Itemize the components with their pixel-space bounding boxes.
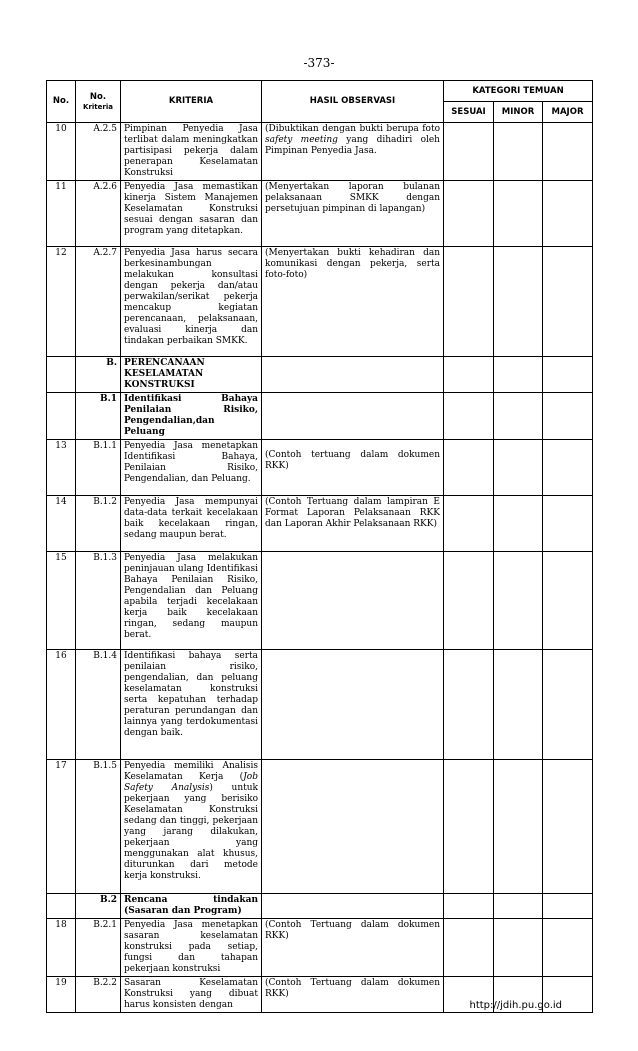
criteria-text: Identifikasi Bahaya Penilaian Risiko, Pengendalian,dan Peluang	[121, 393, 262, 440]
table-row	[47, 440, 593, 496]
header-major: MAJOR	[543, 102, 593, 123]
row-number: 12	[47, 247, 76, 357]
criteria-code: B.1	[76, 393, 121, 440]
minor-cell[interactable]	[494, 123, 543, 181]
major-cell[interactable]	[543, 650, 593, 760]
criteria-code: B.1.3	[76, 552, 121, 650]
sesuai-cell[interactable]	[444, 393, 494, 440]
major-cell[interactable]	[543, 894, 593, 919]
minor-cell[interactable]	[494, 181, 543, 247]
criteria-code: B.2.2	[76, 977, 121, 1013]
header-no-kriteria-sub: Kriteria	[83, 103, 113, 111]
row-number	[47, 357, 76, 393]
table-row	[47, 552, 593, 650]
criteria-code: B.1.5	[76, 760, 121, 894]
criteria-code: B.1.2	[76, 496, 121, 552]
minor-cell[interactable]	[494, 894, 543, 919]
sesuai-cell[interactable]	[444, 496, 494, 552]
table-row	[47, 247, 593, 357]
observation-result	[262, 247, 444, 357]
observation-result	[262, 650, 444, 760]
sesuai-cell[interactable]	[444, 357, 494, 393]
observation-result	[262, 919, 444, 977]
criteria-text: Pimpinan Penyedia Jasa terlibat dalam meningkatkan partisipasi pekerja dalam penerapan Keselamatan Konstruksi	[121, 123, 262, 181]
criteria-text: Sasaran Keselamatan Konstruksi yang dibuat harus konsisten dengan	[121, 977, 262, 1013]
criteria-text: Penyedia Jasa memastikan kinerja Sistem Manajemen Keselamatan Konstruksi sesuai dengan sasaran dan program yang ditetapkan.	[121, 181, 262, 247]
observation-result	[262, 894, 444, 919]
sesuai-cell[interactable]	[444, 760, 494, 894]
table-body	[47, 123, 593, 1013]
sesuai-cell[interactable]	[444, 247, 494, 357]
major-cell[interactable]	[543, 760, 593, 894]
criteria-text: Penyedia Jasa menetapkan Identifikasi Bahaya, Penilaian Risiko, Pengendalian, dan Peluang.	[121, 440, 262, 496]
observation-result	[262, 181, 444, 247]
observation-text: (Contoh Tertuang dalam lampiran E Format Laporan Pelaksanaan RKK dan Laporan Akhir Pelaksanaan RKK)	[265, 497, 440, 529]
sesuai-cell[interactable]	[444, 650, 494, 760]
table-row	[47, 393, 593, 440]
minor-cell[interactable]	[494, 247, 543, 357]
major-cell[interactable]	[543, 247, 593, 357]
minor-cell[interactable]	[494, 440, 543, 496]
sesuai-cell[interactable]	[444, 123, 494, 181]
row-number: 15	[47, 552, 76, 650]
header-no-kriteria-top: No.	[89, 92, 107, 102]
criteria-text: Penyedia Jasa mempunyai data-data terkait kecelakaan baik kecelakaan ringan, sedang maupun berat.	[121, 496, 262, 552]
header-kategori-temuan: KATEGORI TEMUAN	[444, 81, 593, 102]
observation-text: (Contoh tertuang dalam dokumen RKK)	[265, 450, 440, 471]
audit-criteria-table	[46, 80, 593, 1013]
minor-cell[interactable]	[494, 393, 543, 440]
criteria-text: PERENCANAAN KESELAMATAN KONSTRUKSI	[121, 357, 262, 393]
page-number: -373-	[303, 56, 335, 70]
observation-result	[262, 977, 444, 1013]
sesuai-cell[interactable]	[444, 440, 494, 496]
major-cell[interactable]	[543, 552, 593, 650]
header-sesuai: SESUAI	[444, 102, 494, 123]
row-number	[47, 894, 76, 919]
criteria-code: A.2.5	[76, 123, 121, 181]
sesuai-cell[interactable]	[444, 919, 494, 977]
header-hasil-observasi: HASIL OBSERVASI	[262, 81, 444, 123]
criteria-code: B.1.4	[76, 650, 121, 760]
observation-emphasis: safety meeting	[265, 135, 338, 145]
minor-cell[interactable]	[494, 919, 543, 977]
row-number: 19	[47, 977, 76, 1013]
observation-result	[262, 393, 444, 440]
criteria-code: B.1.1	[76, 440, 121, 496]
major-cell[interactable]	[543, 496, 593, 552]
table-row	[47, 760, 593, 894]
criteria-text: Penyedia Jasa melakukan peninjauan ulang Identifikasi Bahaya Penilaian Risiko, Pengendalian dan Peluang apabila terjadi kecelakaan kerja baik kecelakaan ringan, sedang maupun berat.	[121, 552, 262, 650]
row-number: 10	[47, 123, 76, 181]
major-cell[interactable]	[543, 181, 593, 247]
row-number: 16	[47, 650, 76, 760]
observation-text: (Menyertakan bukti kehadiran dan komunikasi dengan pekerja, serta foto-foto)	[265, 248, 440, 280]
sesuai-cell[interactable]	[444, 894, 494, 919]
major-cell[interactable]	[543, 357, 593, 393]
observation-result	[262, 496, 444, 552]
observation-result	[262, 760, 444, 894]
observation-text: (Contoh Tertuang dalam dokumen RKK)	[265, 978, 440, 999]
minor-cell[interactable]	[494, 357, 543, 393]
criteria-code: A.2.7	[76, 247, 121, 357]
major-cell[interactable]	[543, 123, 593, 181]
header-no-kriteria	[76, 81, 121, 123]
criteria-text: Penyedia memiliki Analisis Keselamatan Kerja (Job Safety Analysis) untuk pekerjaan yang berisiko Keselamatan Konstruksi sedang dan tinggi, pekerjaan yang jarang dilakukan, pekerjaan yang menggunakan alat khusus, diturunkan dari metode kerja konstruksi.	[121, 760, 262, 894]
row-number: 14	[47, 496, 76, 552]
minor-cell[interactable]	[494, 496, 543, 552]
major-cell[interactable]	[543, 393, 593, 440]
criteria-code: B.2.1	[76, 919, 121, 977]
footer-url[interactable]: http://jdih.pu.go.id	[469, 1000, 562, 1011]
observation-result	[262, 123, 444, 181]
observation-result	[262, 357, 444, 393]
row-number	[47, 393, 76, 440]
table-row	[47, 123, 593, 181]
row-number: 11	[47, 181, 76, 247]
criteria-text: Penyedia Jasa menetapkan sasaran keselamatan konstruksi pada setiap, fungsi dan tahapan pekerjaan konstruksi	[121, 919, 262, 977]
row-number: 18	[47, 919, 76, 977]
table-row	[47, 496, 593, 552]
sesuai-cell[interactable]	[444, 552, 494, 650]
table-row	[47, 181, 593, 247]
observation-result	[262, 440, 444, 496]
minor-cell[interactable]	[494, 760, 543, 894]
criteria-code: B.	[76, 357, 121, 393]
table-row	[47, 357, 593, 393]
header-minor: MINOR	[494, 102, 543, 123]
sesuai-cell[interactable]	[444, 181, 494, 247]
criteria-text: Penyedia Jasa harus secara berkesinambungan melakukan konsultasi dengan pekerja dan/atau perwakilan/serikat pekerja mencakup kegiatan perencanaan, pelaksanaan, evaluasi kinerja dan tindakan perbaikan SMKK.	[121, 247, 262, 357]
major-cell[interactable]	[543, 919, 593, 977]
criteria-text: Identifikasi bahaya serta penilaian risiko, pengendalian, dan peluang keselamatan konstruksi serta kepatuhan terhadap peraturan perundangan dan lainnya yang terdokumentasi dengan baik.	[121, 650, 262, 760]
criteria-code: B.2	[76, 894, 121, 919]
minor-cell[interactable]	[494, 650, 543, 760]
table-row	[47, 650, 593, 760]
observation-text: yang dihadiri oleh Pimpinan Penyedia Jasa.	[265, 135, 440, 156]
criteria-text: Rencana tindakan (Sasaran dan Program)	[121, 894, 262, 919]
observation-text: (Menyertakan laporan bulanan pelaksanaan SMKK dengan persetujuan pimpinan di lapangan)	[265, 182, 440, 214]
observation-text: (Dibuktikan dengan bukti berupa foto	[265, 124, 440, 134]
observation-result	[262, 552, 444, 650]
minor-cell[interactable]	[494, 552, 543, 650]
criteria-code: A.2.6	[76, 181, 121, 247]
header-no: No.	[47, 81, 76, 123]
table-row	[47, 894, 593, 919]
row-number: 17	[47, 760, 76, 894]
header-kriteria: KRITERIA	[121, 81, 262, 123]
major-cell[interactable]	[543, 440, 593, 496]
row-number: 13	[47, 440, 76, 496]
table-row	[47, 919, 593, 977]
observation-text: (Contoh Tertuang dalam dokumen RKK)	[265, 920, 440, 941]
